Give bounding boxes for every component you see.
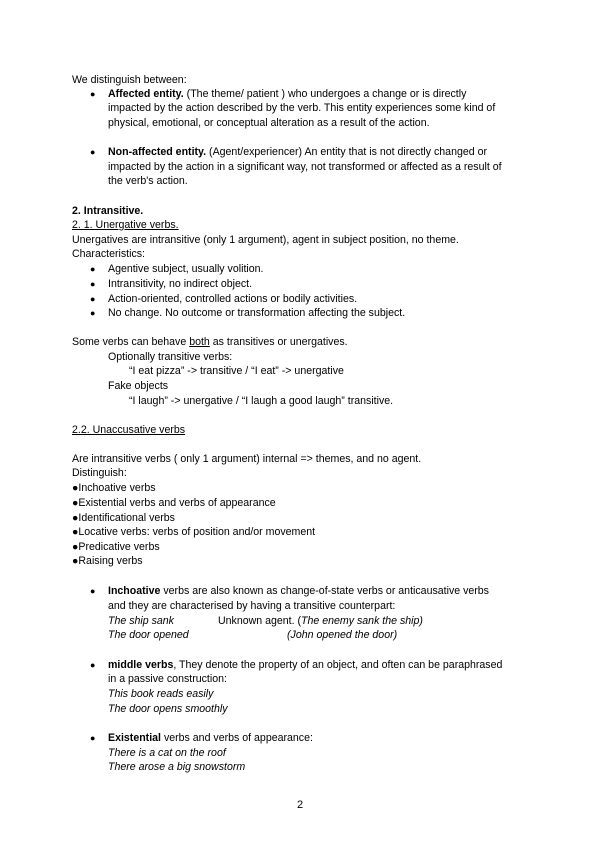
subsection-heading-unaccusative: 2.2. Unaccusative verbs: [72, 424, 186, 436]
both-text-pre: Some verbs can behave: [72, 336, 190, 348]
unaccusative-definition: Are intransitive verbs ( only 1 argument) internal => themes, and no agent.: [72, 453, 422, 465]
both-text-post: as transitives or unergatives.: [209, 336, 348, 348]
inchoative-term: Inchoative: [108, 585, 161, 597]
inchoative-example1-comment: [218, 615, 423, 628]
characteristic-item: No change. No outcome or transformation affecting the subject.: [108, 307, 406, 319]
fake-objects-label: Fake objects: [108, 380, 169, 392]
inchoative-rest: verbs are also known as change-of-state verbs or anticausative verbs: [160, 585, 489, 597]
bullet-icon: ●: [90, 147, 96, 157]
existential-term: Existential: [108, 732, 161, 744]
affected-rest: (The theme/ patient ) who undergoes a change or is directly: [183, 88, 467, 100]
bullet-icon: ●: [90, 89, 96, 99]
unergative-definition: Unergatives are intransitive (only 1 argument), agent in subject position, no theme.: [72, 234, 459, 246]
optional-transitive-label: Optionally transitive verbs:: [108, 351, 233, 363]
middle-example1: This book reads easily: [108, 688, 214, 700]
section-heading: 2. Intransitive.: [72, 205, 144, 217]
existential-example1: There is a cat on the roof: [108, 747, 226, 759]
inchoative-example1-mid: Unknown agent. (: [218, 615, 302, 627]
intro-text: We distinguish between:: [72, 74, 187, 86]
nonaffected-entity-line1: [108, 146, 487, 159]
existential-line1: [108, 732, 313, 745]
bullet-icon: ●: [90, 279, 96, 289]
characteristic-item: Action-oriented, controlled actions or bodily activities.: [108, 293, 358, 305]
fake-objects-example: “I laugh” -> unergative / “I laugh a good laugh” transitive.: [129, 395, 394, 407]
distinguish-label: Distinguish:: [72, 467, 127, 479]
verb-type-item: ●Locative verbs: verbs of position and/or movement: [72, 526, 316, 538]
affected-entity-line2: impacted by the action described by the verb. This entity experiences some kind of: [108, 102, 496, 114]
characteristics-label: Characteristics:: [72, 248, 145, 260]
bullet-icon: ●: [90, 660, 96, 670]
bullet-icon: ●: [90, 733, 96, 743]
nonaffected-term: Non-affected entity.: [108, 146, 207, 158]
middle-example2: The door opens smoothly: [108, 703, 228, 715]
verb-type-item: ●Inchoative verbs: [72, 482, 156, 494]
bullet-icon: ●: [90, 586, 96, 596]
characteristic-item: Intransitivity, no indirect object.: [108, 278, 253, 290]
inchoative-line1: [108, 585, 489, 598]
both-emphasis: both: [189, 336, 210, 348]
bullet-icon: ●: [90, 264, 96, 274]
nonaffected-entity-line3: the verb's action.: [108, 175, 188, 187]
inchoative-line2: and they are characterised by having a transitive counterpart:: [108, 600, 396, 612]
existential-rest: verbs and verbs of appearance:: [161, 732, 313, 744]
middle-term: middle verbs: [108, 659, 174, 671]
bullet-icon: ●: [90, 308, 96, 318]
middle-line2: in a passive construction:: [108, 673, 227, 685]
verb-type-item: ●Identificational verbs: [72, 512, 175, 524]
optional-transitive-example: “I eat pizza” -> transitive / “I eat” -> unergative: [129, 365, 344, 377]
inchoative-example2-paren: (John opened the door): [287, 629, 398, 641]
nonaffected-rest: (Agent/experiencer) An entity that is not directly changed or: [206, 146, 487, 158]
middle-rest: , They denote the property of an object, and often can be paraphrased: [173, 659, 503, 671]
characteristic-item: Agentive subject, usually volition.: [108, 263, 264, 275]
verb-type-item: ●Raising verbs: [72, 555, 143, 567]
middle-line1: [108, 659, 502, 672]
affected-entity-line1: [108, 88, 466, 101]
verb-type-item: ●Predicative verbs: [72, 541, 160, 553]
affected-term: Affected entity.: [108, 88, 184, 100]
existential-example2: There arose a big snowstorm: [108, 761, 246, 773]
nonaffected-entity-line2: impacted by the action in a significant way, not transformed or affected as a result of: [108, 161, 502, 173]
subsection-heading-unergative: 2. 1. Unergative verbs.: [72, 219, 179, 231]
both-behaviour-text: [72, 336, 348, 349]
inchoative-example2: The door opened: [108, 629, 189, 641]
affected-entity-line3: physical, emotional, or conceptual alteration as a result of the action.: [108, 117, 430, 129]
page-number: 2: [296, 799, 304, 811]
inchoative-example1-paren: The enemy sank the ship): [301, 615, 423, 627]
verb-type-item: ●Existential verbs and verbs of appearance: [72, 497, 276, 509]
inchoative-example1: The ship sank: [108, 615, 174, 627]
bullet-icon: ●: [90, 294, 96, 304]
